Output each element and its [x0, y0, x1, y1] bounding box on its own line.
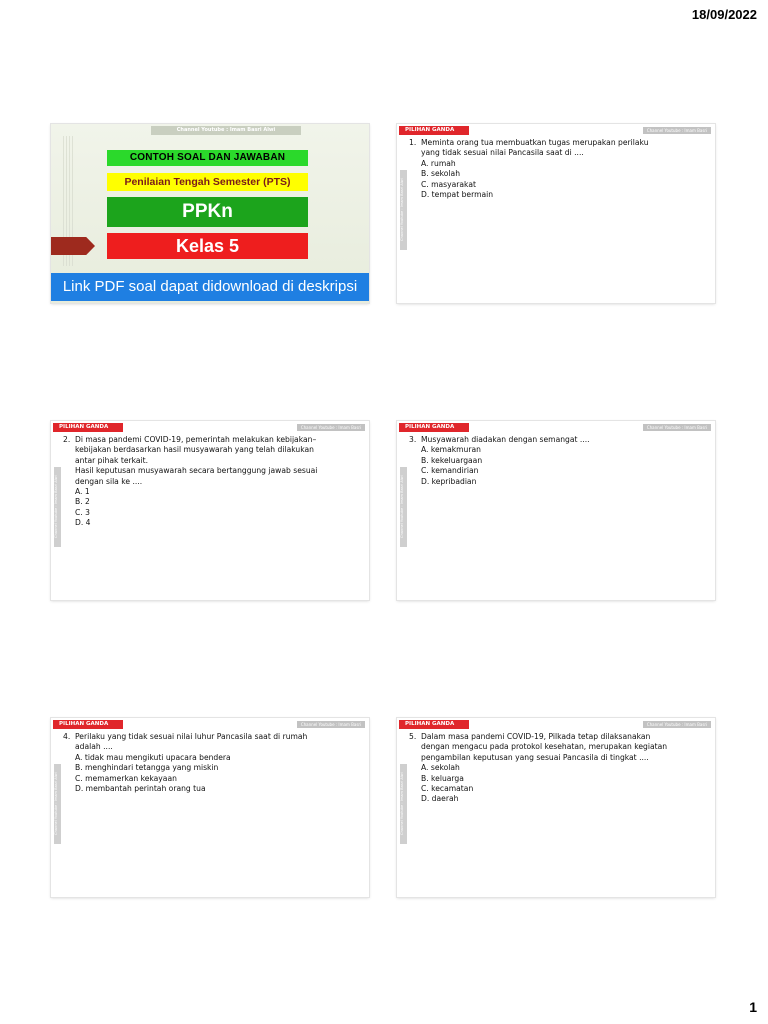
question-line: dengan sila ke .... [75, 476, 143, 486]
option: B. menghindari tetangga yang miskin [75, 763, 219, 773]
channel-label: Channel Youtube : Imam Basri Alwi [151, 126, 301, 135]
channel-tag: Channel Youtube : Imam Basri Alwi [643, 127, 711, 134]
question-number: 5. [409, 732, 417, 741]
question-slide-1 [397, 124, 715, 303]
question-number: 2. [63, 435, 71, 444]
option: C. kemandirian [421, 466, 479, 476]
option: C. 3 [75, 507, 90, 517]
option: C. memamerkan kekayaan [75, 773, 177, 783]
side-strip: Channel Youtube : Imam Basri Alwi [54, 467, 61, 547]
section-tag: PILIHAN GANDA [53, 423, 123, 432]
question-slide-3 [397, 421, 715, 600]
question-slide-2 [51, 421, 369, 600]
option: B. 2 [75, 497, 90, 507]
question-body [63, 435, 361, 529]
question-number: 4. [63, 732, 71, 741]
question-line: antar pihak terkait. [75, 455, 149, 465]
question-body [63, 732, 361, 794]
side-strip: Channel Youtube : Imam Basri Alwi [400, 764, 407, 844]
option: D. daerah [421, 794, 459, 804]
option: D. kepribadian [421, 476, 477, 486]
channel-tag: Channel Youtube : Imam Basri Alwi [643, 721, 711, 728]
side-strip: Channel Youtube : Imam Basri Alwi [54, 764, 61, 844]
title-subject: PPKn [107, 197, 308, 227]
section-tag: PILIHAN GANDA [399, 126, 469, 135]
question-slide-4 [51, 718, 369, 897]
option: D. tempat bermain [421, 190, 494, 200]
option: A. rumah [421, 158, 456, 168]
question-line: pengambilan keputusan yang sesuai Pancasila di tingkat .... [421, 752, 649, 762]
question-line: Musyawarah diadakan dengan semangat .... [421, 435, 590, 444]
section-tag: PILIHAN GANDA [399, 423, 469, 432]
option: D. membantah perintah orang tua [75, 784, 206, 794]
question-line: Meminta orang tua membuatkan tugas merupakan perilaku [421, 138, 649, 147]
arrow-decoration [51, 237, 95, 255]
question-number: 3. [409, 435, 417, 444]
question-line: Dalam masa pandemi COVID-19, Pilkada tetap dilaksanakan [421, 732, 651, 741]
question-line: Di masa pandemi COVID-19, pemerintah melakukan kebijakan– [75, 435, 317, 444]
option: A. sekolah [421, 763, 460, 773]
title-class: Kelas 5 [107, 233, 308, 259]
channel-tag: Channel Youtube : Imam Basri Alwi [643, 424, 711, 431]
question-number: 1. [409, 138, 417, 147]
section-tag: PILIHAN GANDA [399, 720, 469, 729]
title-line-1: CONTOH SOAL DAN JAWABAN [107, 150, 308, 166]
page-number: 1 [749, 999, 757, 1015]
option: D. 4 [75, 518, 91, 528]
question-line: dengan mengacu pada protokol kesehatan, merupakan kegiatan [421, 742, 668, 752]
option: B. keluarga [421, 773, 464, 783]
question-line: yang tidak sesuai nilai Pancasila saat di .... [421, 148, 584, 158]
option: A. 1 [75, 487, 90, 497]
channel-tag: Channel Youtube : Imam Basri Alwi [297, 424, 365, 431]
title-slide [51, 124, 369, 303]
title-line-2: Penilaian Tengah Semester (PTS) [107, 173, 308, 191]
question-line: Hasil keputusan musyawarah secara bertanggung jawab sesuai [75, 466, 318, 476]
question-slide-5 [397, 718, 715, 897]
option: B. sekolah [421, 169, 461, 179]
option: A. kemakmuran [421, 445, 481, 455]
question-line: kebijakan berdasarkan hasil musyawarah yang telah dilakukan [75, 445, 314, 455]
option: C. masyarakat [421, 179, 476, 189]
question-body [409, 138, 707, 200]
question-body [409, 435, 707, 487]
page-date: 18/09/2022 [691, 7, 757, 22]
channel-tag: Channel Youtube : Imam Basri Alwi [297, 721, 365, 728]
link-banner: Link PDF soal dapat didownload di deskripsi [51, 273, 369, 301]
side-strip: Channel Youtube : Imam Basri Alwi [400, 467, 407, 547]
question-line: adalah .... [75, 742, 113, 752]
question-line: Perilaku yang tidak sesuai nilai luhur Pancasila saat di rumah [75, 732, 308, 741]
side-strip: Channel Youtube : Imam Basri Alwi [400, 170, 407, 250]
option: B. kekeluargaan [421, 455, 483, 465]
section-tag: PILIHAN GANDA [53, 720, 123, 729]
option: A. tidak mau mengikuti upacara bendera [75, 752, 231, 762]
question-body [409, 732, 707, 805]
option: C. kecamatan [421, 784, 474, 794]
